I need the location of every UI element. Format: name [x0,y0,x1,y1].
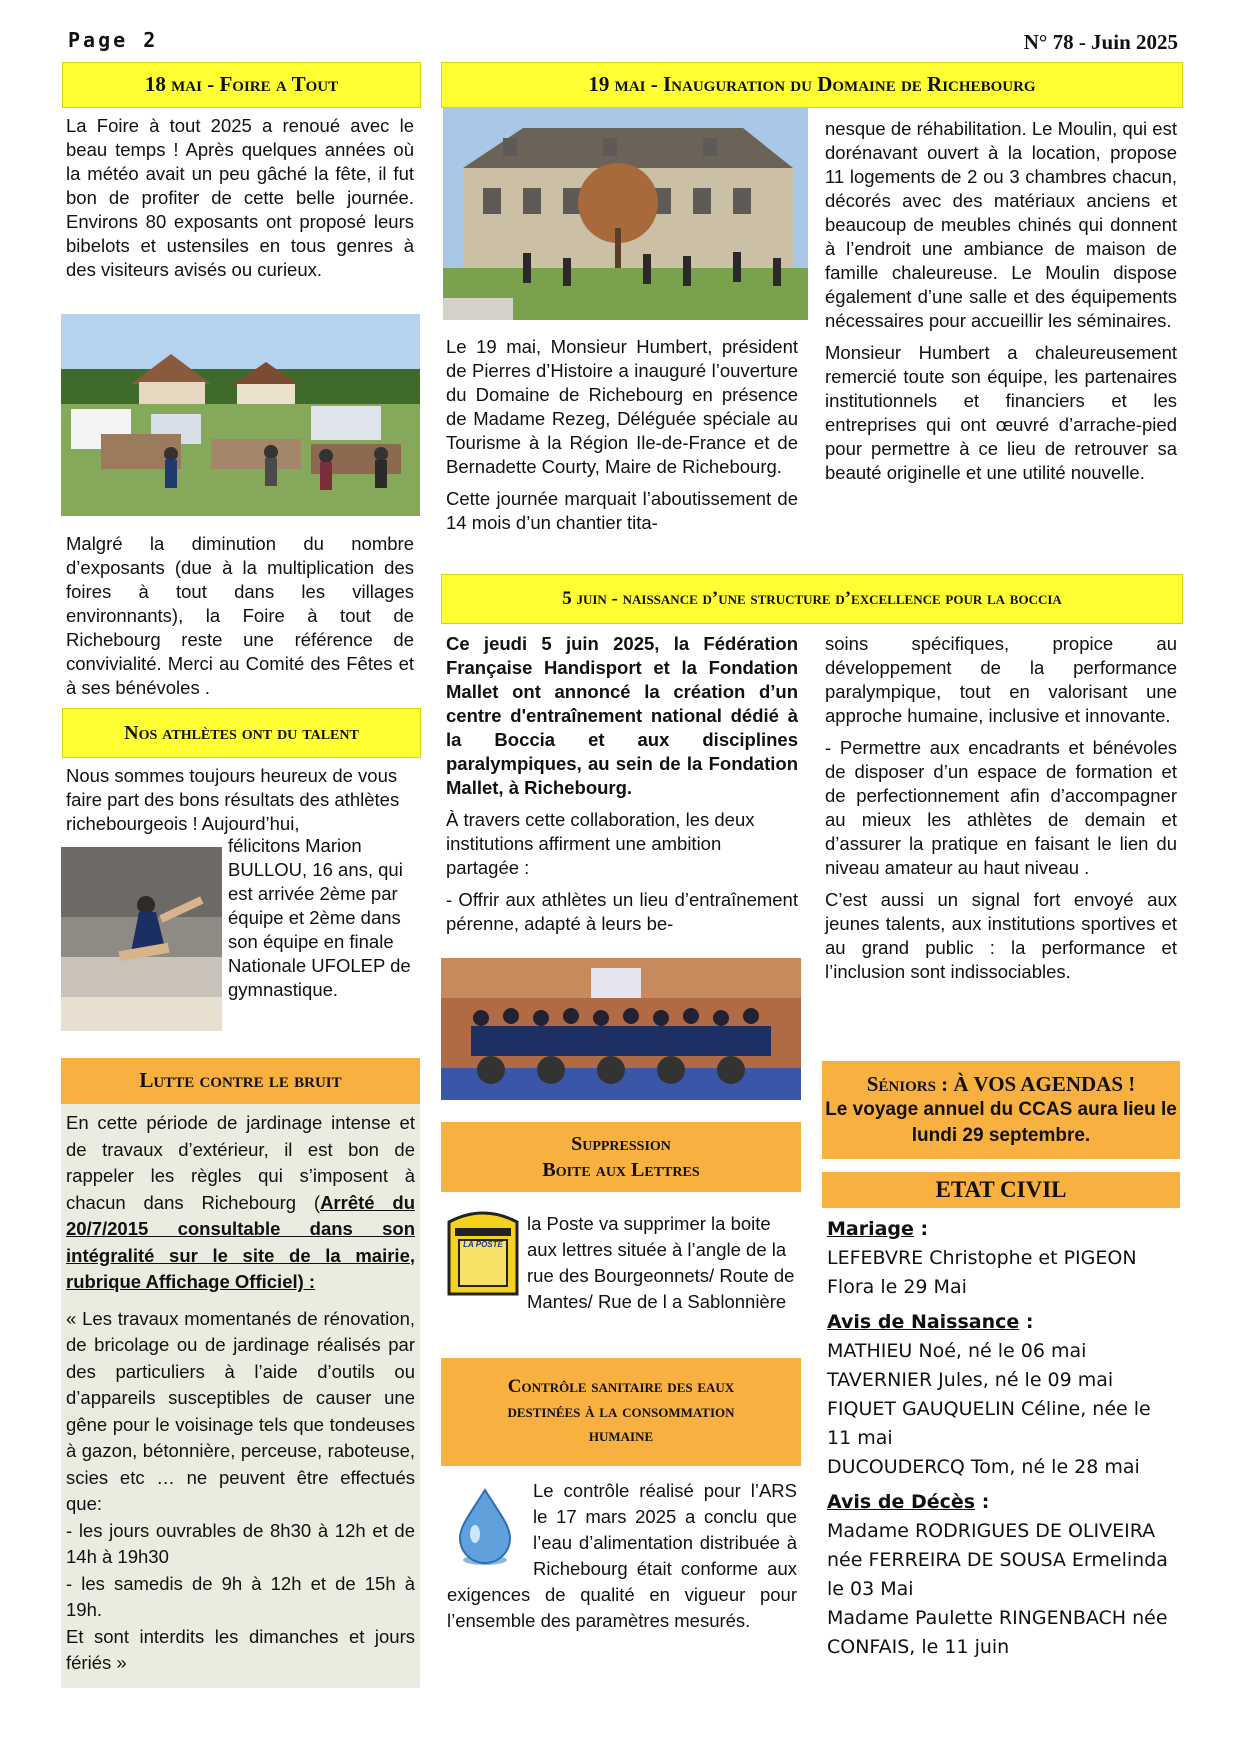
foire-photo [61,314,420,516]
domaine-photo [443,108,808,320]
mariage-entry: LEFEBVRE Christophe et PIGEON Flora le 29 Mai [827,1247,1137,1298]
bruit-hours-weekdays: - les jours ouvrables de 8h30 à 12h et de 14h à 19h30 [66,1519,415,1567]
domaine-title: 19 mai - Inauguration du Domaine de Richebourg [441,62,1183,108]
deces-entry-1: Madame RODRIGUES DE OLIVEIRA née FERREIRA DE SOUSA Ermelinda le 03 Mai [827,1520,1168,1600]
la-poste-logo: LA POSTE [463,1240,503,1249]
foire-paragraph-2: Malgré la diminution du nombre d’exposants (due à la multiplication des foires à tout dans les villages environnants), la Foire à tout de Richebourg reste une référence de convivialité. Merci au Comité des Fêtes et à ses bénévoles . [66,533,414,698]
mariage-heading: Mariage [827,1218,914,1240]
bruit-title-text: Lutte contre le bruit [139,1068,342,1093]
boccia-col-1 [446,632,798,944]
boccia-paragraph-3: - Offrir aux athlètes un lieu d’entraînement pérenne, adapté à leurs be- [446,889,798,934]
naissance-entry-3: FIQUET GAUQUELIN Céline, née le 11 mai [827,1398,1151,1449]
boite-title-line-1: Suppression [571,1133,671,1155]
bruit-text [66,1110,415,1677]
bruit-forbidden: Et sont interdits les dimanches et jours fériés » [66,1625,415,1673]
seniors-title: Séniors : À VOS AGENDAS ! [866,1072,1136,1096]
foire-intro [66,114,414,290]
domaine-c1-paragraph-2: Cette journée marquait l’aboutissement de 14 mois d’un chantier tita- [446,488,798,533]
bruit-arrete: Arrêté du 20/7/2015 consultable dans son intégralité sur le site de la mairie, rubrique Affichage Officiel) : [66,1191,415,1292]
bruit-title [61,1058,420,1104]
page-number: Page 2 [68,28,159,52]
etat-civil-title-text: ETAT CIVIL [935,1177,1067,1203]
foire-outro [66,532,414,708]
boccia-title: 5 juin - naissance d’une structure d’excellence pour la boccia [441,574,1183,624]
domaine-col-2 [825,117,1177,493]
eaux-title-line-3: humaine [588,1425,654,1447]
eaux-text [447,1478,797,1634]
boccia-c2-paragraph-1: soins spécifiques, propice au développement de la performance paralympique, tout en valorisant une approche humaine, inclusive et innovante. [825,633,1177,726]
athletes-paragraph-2: félicitons Marion BULLOU, 16 ans, qui est arrivée 2ème par équipe et 2ème dans son équipe en finale Nationale UFOLEP de gymnastique. [228,835,411,1000]
boccia-col-2 [825,632,1177,992]
seniors-text: Le voyage annuel du CCAS aura lieu le lundi 29 septembre. [825,1099,1177,1146]
domaine-col-1 [446,335,798,543]
boite-paragraph: la Poste va supprimer la boite aux lettres située à l’angle de la rue des Bourgeonnets/ Route de Mantes/ Rue de l a Sablonnière [527,1213,795,1312]
naissance-entry-2: TAVERNIER Jules, né le 09 mai [827,1369,1114,1391]
domaine-c1-paragraph-1: Le 19 mai, Monsieur Humbert, président de Pierres d’Histoire a inauguré l’ouverture du Domaine de Richebourg en présence de Madame Rezeg, Déléguée spéciale au Tourisme à la Région Ile-de-France et de Bernadette Courty, Maire de Richebourg. [446,336,798,477]
naissance-entry-4: DUCOUDERCQ Tom, né le 28 mai [827,1456,1140,1478]
boccia-paragraph-2: À travers cette collaboration, les deux institutions affirment une ambition partagée : [446,809,755,878]
boccia-c2-paragraph-3: C’est aussi un signal fort envoyé aux jeunes talents, aux institutions sportives et au grand public : la performance et l’inclusion sont indissociables. [825,889,1177,982]
eaux-paragraph: Le contrôle réalisé pour l’ARS le 17 mars 2025 a conclu que l’eau d’alimentation distribuée à Richebourg était conforme aux exigences de qualité en vigueur pour l’ensemble des paramètres mesurés. [447,1480,797,1631]
foire-paragraph-1: La Foire à tout 2025 a renoué avec le beau temps ! Après quelques années où la météo avait un peu gâché la fête, il fut bon de profiter de cette belle journée. Environs 80 exposants ont proposé leurs bibelots et ustensiles en tous genres à des visiteurs avisés ou curieux. [66,115,414,280]
deces-heading: Avis de Décès [827,1491,976,1513]
eaux-title-line-2: destinées à la consommation [507,1400,735,1422]
athletes-title: Nos athlètes ont du talent [62,708,421,758]
gymnast-photo [61,847,222,1031]
bruit-quote: « Les travaux momentanés de rénovation, de bricolage ou de jardinage réalisés par des particuliers à l’aide d’outils ou d’appareils susceptibles de causer une gêne pour le voisinage tels que tondeuses à gazon, bétonnière, perceuse, raboteuse, scies etc … ne peuvent être effectués que: [66,1307,415,1514]
issue-number: N° 78 - Juin 2025 [1023,30,1178,54]
bruit-intro: En cette période de jardinage intense et de travaux d’extérieur, il est bon de rappeler les règles qui s’imposent à chacun dans Richebourg ( [66,1112,415,1213]
boite-text [447,1211,797,1315]
eaux-title-line-1: Contrôle sanitaire des eaux [507,1375,735,1397]
eaux-title [441,1358,801,1466]
naissance-heading: Avis de Naissance [827,1311,1020,1333]
domaine-c2-paragraph-1: nesque de réhabilitation. Le Moulin, qui est dorénavant ouvert à la location, propose 11 logements de 2 ou 3 chambres chacun, décorés avec des matériaux anciens et beaucoup de meubles chinés qui donnent à l’endroit une ambiance de maison de famille chaleureuse. Le Moulin dispose également d’une salle et des équipements nécessaires pour accueillir les séminaires. [825,118,1177,331]
boccia-c2-paragraph-2: - Permettre aux encadrants et bénévoles de disposer d’un espace de formation et de perfectionnement afin d’accompagner au mieux les athlètes de demain et d’assurer la pratique en faisant le lien du niveau amateur au haut niveau . [825,737,1177,878]
boccia-lead: Ce jeudi 5 juin 2025, la Fédération Française Handisport et la Fondation Mallet ont annoncé la création d’un centre d'entraînement national dédié à la Boccia et aux disciplines paralympiques, au sein de la Fondation Mallet, à Richebourg. [446,633,798,798]
etat-civil-list: Mariage : LEFEBVRE Christophe et PIGEON Flora le 29 Mai Avis de Naissance : MATHIEU Noé, né le 06 mai TAVERNIER Jules, né le 09 mai FIQUET GAUQUELIN Céline, née le 11 mai DUCOUDERCQ Tom, né le 28 mai Avis de Décès : Madame RODRIGUES DE OLIVEIRA née FERREIRA DE SOUSA Ermelinda le 03 Mai Madame Paulette RINGENBACH née CONFAIS, le 11 juin [827,1215,1177,1662]
boite-title-line-2: Boite aux Lettres [542,1159,700,1181]
athletes-paragraph-1: Nous sommes toujours heureux de vous faire part des bons résultats des athlètes richebourgeois ! Aujourd’hui, [66,765,400,834]
etat-civil-title [822,1172,1180,1208]
naissance-entry-1: MATHIEU Noé, né le 06 mai [827,1340,1087,1362]
boccia-photo [441,958,801,1100]
deces-entry-2: Madame Paulette RINGENBACH née CONFAIS, le 11 juin [827,1607,1168,1658]
boite-title [441,1122,801,1192]
foire-title: 18 mai - Foire a Tout [62,62,421,108]
bruit-hours-saturday: - les samedis de 9h à 12h et de 15h à 19h. [66,1572,415,1620]
domaine-c2-paragraph-2: Monsieur Humbert a chaleureusement remercié toute son équipe, les partenaires institutionnels et financiers et les entreprises qui ont œuvré d’arrache-pied pour permettre à ce lieu de retrouver sa beauté originelle et une utilité nouvelle. [825,342,1177,483]
seniors-box [822,1061,1180,1159]
